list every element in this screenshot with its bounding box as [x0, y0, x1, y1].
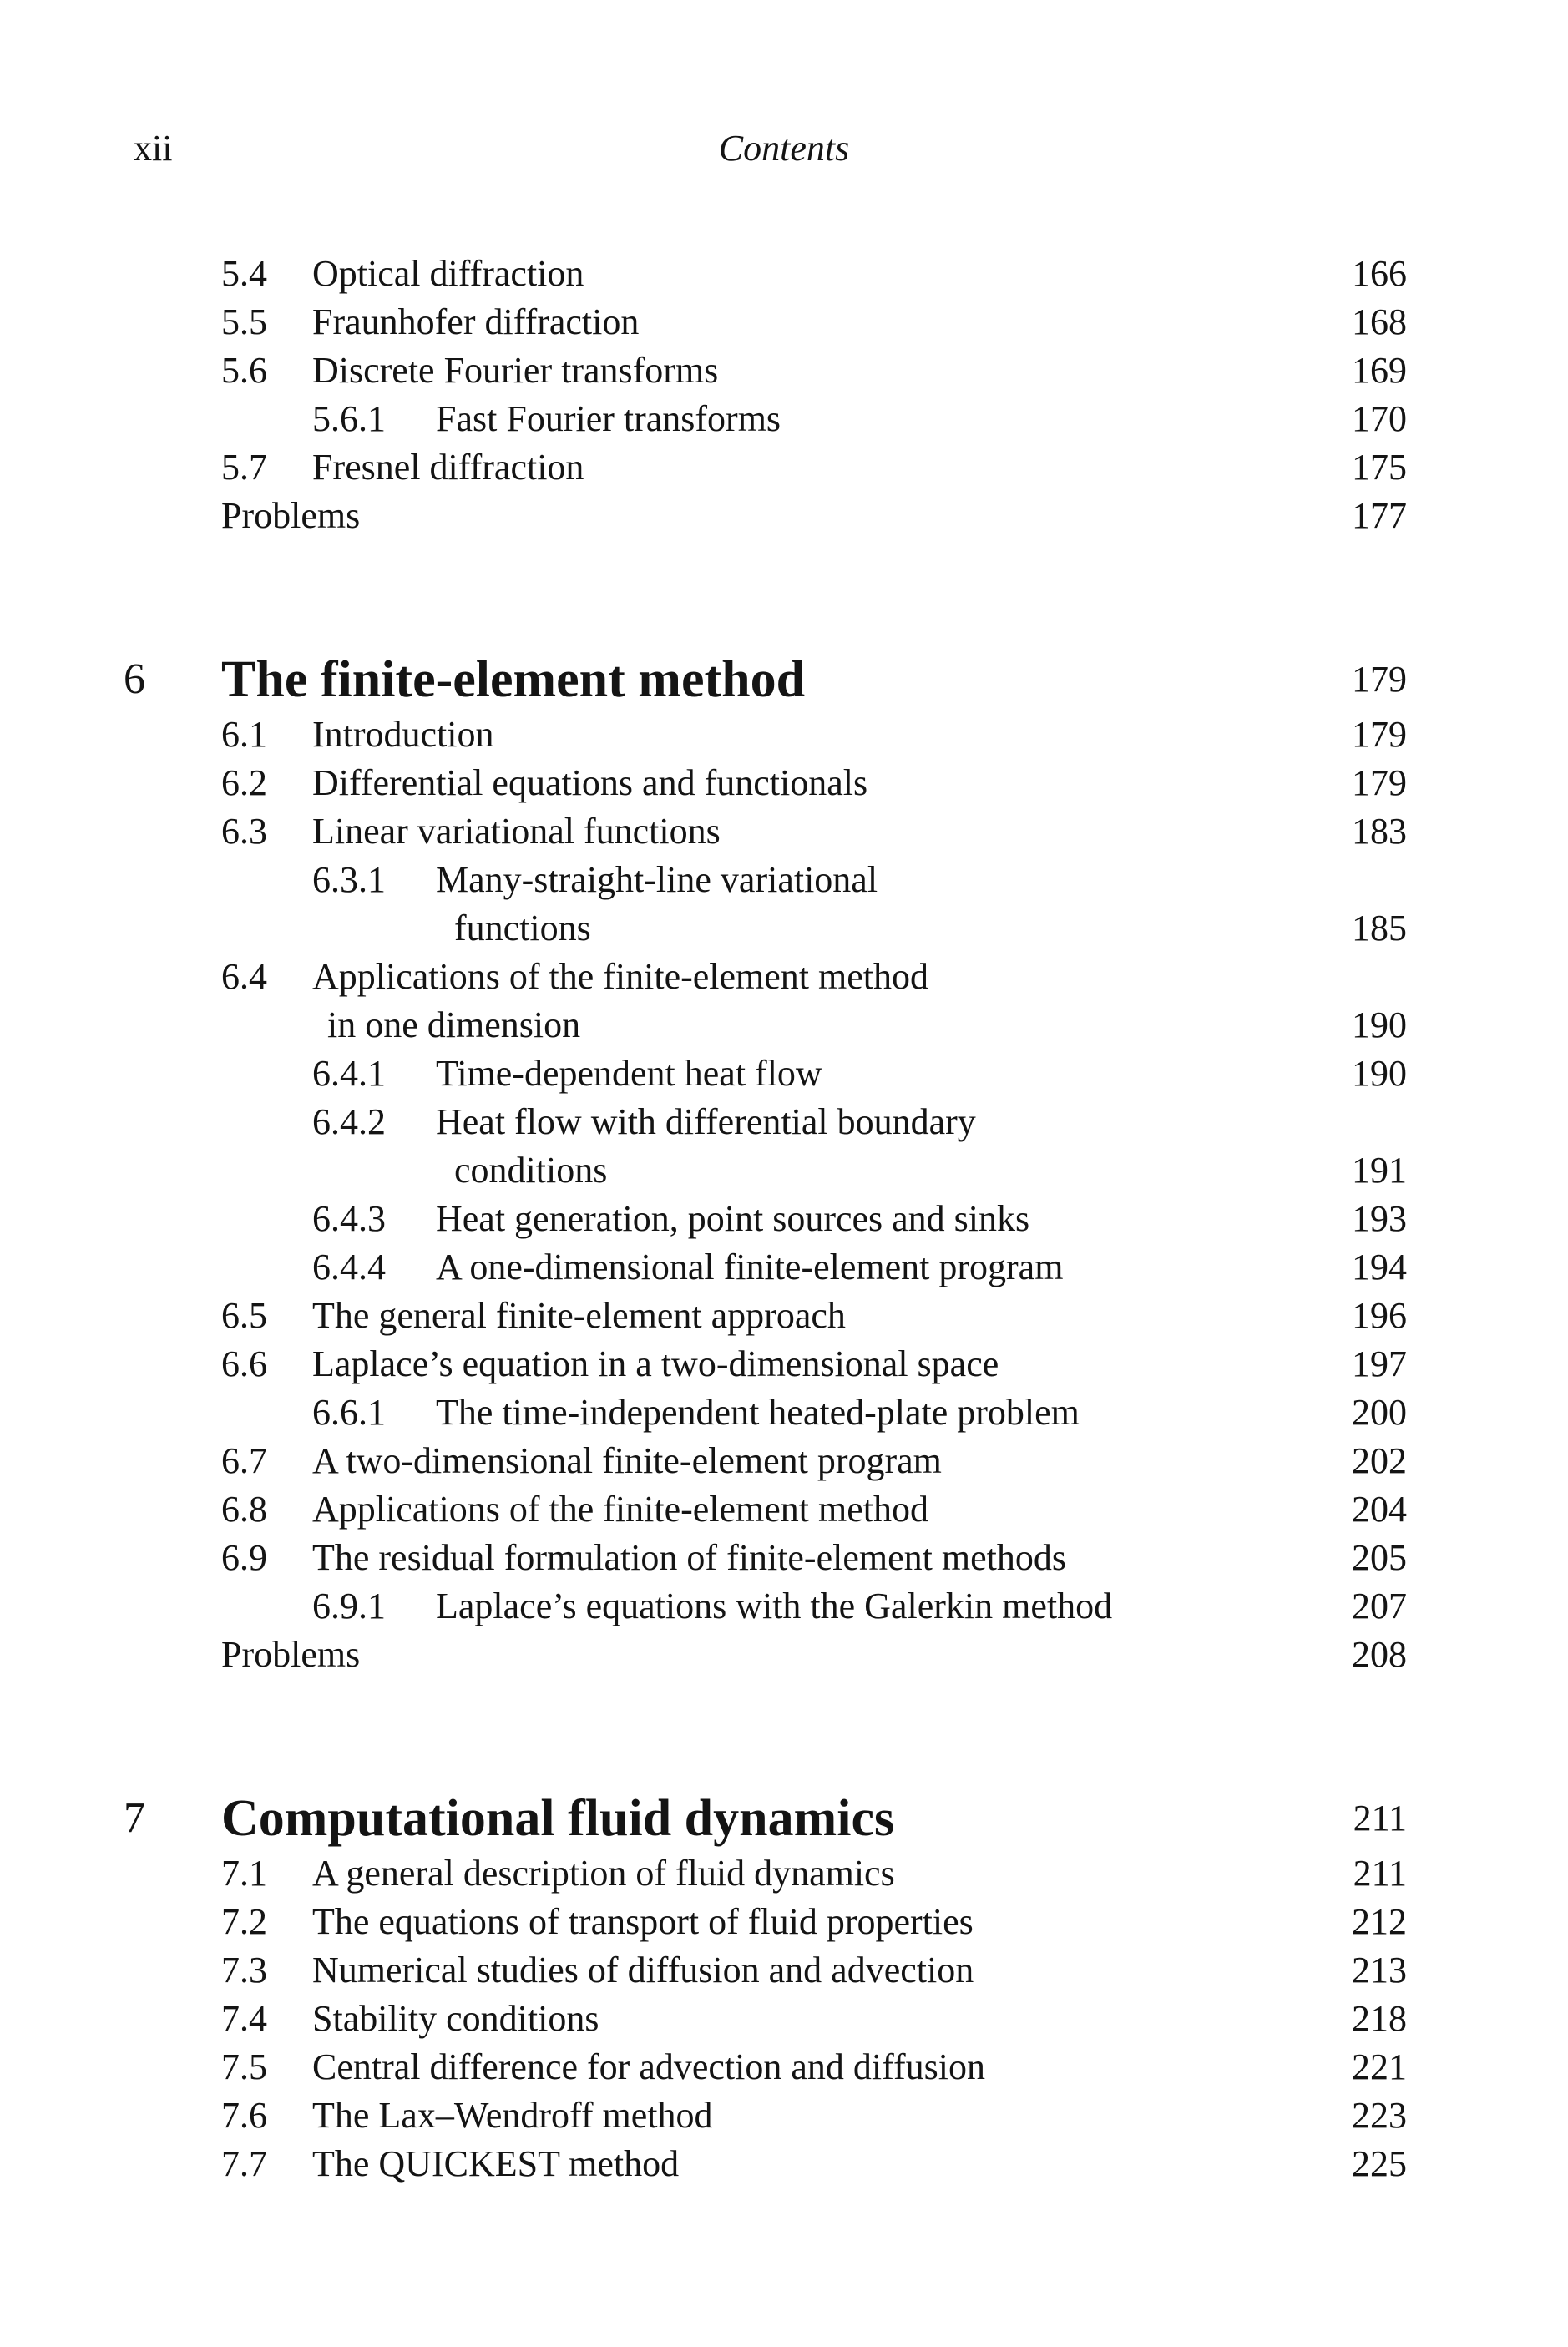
page-ref: 204 — [1352, 1489, 1407, 1530]
subsection-number: 6.9.1 — [312, 1586, 386, 1626]
toc-entry[interactable] — [0, 1994, 1568, 2044]
subsection-number: 6.6.1 — [312, 1392, 386, 1433]
section-number: 6.3 — [221, 811, 267, 852]
section-title: Stability conditions — [312, 1998, 599, 2039]
section-title: The general finite-element approach — [312, 1295, 846, 1336]
subsection-number: 6.4.4 — [312, 1247, 386, 1287]
section-title: Differential equations and functionals — [312, 762, 868, 803]
page-ref: 213 — [1352, 1950, 1407, 1990]
subsection-title: Time-dependent heat flow — [436, 1053, 822, 1094]
toc-entry[interactable] — [0, 1097, 1568, 1147]
section-number: 6.1 — [221, 714, 267, 755]
section-title: Applications of the finite-element method — [312, 956, 929, 997]
section-title: The equations of transport of fluid properties — [312, 1901, 974, 1942]
toc-entry[interactable] — [0, 807, 1568, 857]
toc-entry[interactable] — [0, 1388, 1568, 1438]
section-title: The Lax–Wendroff method — [312, 2095, 713, 2136]
section-title-continuation: in one dimension — [327, 1004, 581, 1045]
chapter-number: 6 — [124, 655, 145, 703]
subsection-number: 6.3.1 — [312, 859, 386, 900]
section-title: Linear variational functions — [312, 811, 721, 852]
running-title: Contents — [718, 128, 850, 169]
section-title: The QUICKEST method — [312, 2143, 680, 2184]
subsection-number: 6.4.2 — [312, 1101, 386, 1142]
section-title: Fraunhofer diffraction — [312, 301, 640, 342]
section-number: 7.1 — [221, 1853, 267, 1894]
toc-entry[interactable] — [0, 249, 1568, 299]
page-ref: 194 — [1352, 1247, 1407, 1287]
problems-label: Problems — [221, 1634, 361, 1675]
subsection-number: 6.4.3 — [312, 1198, 386, 1239]
page-ref: 177 — [1352, 495, 1407, 536]
toc-entry[interactable] — [0, 855, 1568, 905]
page-ref: 200 — [1352, 1392, 1407, 1433]
page-ref: 205 — [1352, 1537, 1407, 1578]
page-ref: 218 — [1352, 1998, 1407, 2039]
page-ref: 179 — [1352, 762, 1407, 803]
section-title: Central difference for advection and diffusion — [312, 2046, 985, 2087]
subsection-title-continuation: functions — [454, 908, 591, 948]
section-number: 7.6 — [221, 2095, 267, 2136]
chapter-heading-7[interactable] — [0, 1787, 1568, 1850]
chapter-title: Computational fluid dynamics — [221, 1790, 895, 1847]
section-number: 6.2 — [221, 762, 267, 803]
page-ref: 166 — [1352, 253, 1407, 294]
section-title: A general description of fluid dynamics — [312, 1853, 895, 1894]
section-title: Numerical studies of diffusion and advection — [312, 1950, 974, 1990]
section-number: 5.4 — [221, 253, 267, 294]
page-ref: 212 — [1352, 1901, 1407, 1942]
section-title: Applications of the finite-element method — [312, 1489, 929, 1530]
subsection-title-continuation: conditions — [454, 1150, 608, 1191]
page-ref: 208 — [1352, 1634, 1407, 1675]
page-ref: 170 — [1352, 398, 1407, 439]
page-ref: 221 — [1352, 2046, 1407, 2087]
section-number: 6.8 — [221, 1489, 267, 1530]
section-number: 6.4 — [221, 956, 267, 997]
section-title: Laplace’s equation in a two-dimensional space — [312, 1343, 999, 1384]
section-number: 7.7 — [221, 2143, 267, 2184]
page-ref: 168 — [1352, 301, 1407, 342]
toc-entry[interactable] — [0, 758, 1568, 808]
section-number: 7.5 — [221, 2046, 267, 2087]
subsection-title: The time-independent heated-plate problem — [436, 1392, 1080, 1433]
toc-entry[interactable] — [0, 2139, 1568, 2189]
subsection-title: Many-straight-line variational — [436, 859, 878, 900]
page-ref: 175 — [1352, 447, 1407, 488]
section-title: Fresnel diffraction — [312, 447, 584, 488]
page-ref: 179 — [1352, 659, 1407, 700]
page-ref: 207 — [1352, 1586, 1407, 1626]
toc-entry[interactable] — [0, 2091, 1568, 2141]
toc-entry[interactable] — [0, 297, 1568, 347]
toc-entry[interactable] — [0, 1339, 1568, 1389]
toc-entry[interactable] — [0, 346, 1568, 396]
section-number: 7.3 — [221, 1950, 267, 1990]
toc-entry[interactable] — [0, 1049, 1568, 1099]
chapter-title: The finite-element method — [221, 651, 806, 708]
page-ref: 190 — [1352, 1053, 1407, 1094]
page-ref: 223 — [1352, 2095, 1407, 2136]
chapter-heading-6[interactable] — [0, 648, 1568, 711]
toc-entry[interactable] — [0, 952, 1568, 1002]
section-title: Optical diffraction — [312, 253, 584, 294]
toc-entry[interactable] — [0, 710, 1568, 760]
chapter-number: 7 — [124, 1794, 145, 1842]
page-ref: 197 — [1352, 1343, 1407, 1384]
section-number: 6.9 — [221, 1537, 267, 1578]
subsection-title: Heat flow with differential boundary — [436, 1101, 976, 1142]
section-number: 6.7 — [221, 1440, 267, 1481]
section-number: 6.6 — [221, 1343, 267, 1384]
section-title: The residual formulation of finite-element methods — [312, 1537, 1066, 1578]
problems-label: Problems — [221, 495, 361, 536]
page-ref: 211 — [1353, 1798, 1407, 1839]
toc-entry[interactable] — [0, 1291, 1568, 1341]
toc-entry-problems[interactable] — [0, 1630, 1568, 1680]
page-number: xii — [134, 128, 173, 169]
page-ref: 179 — [1352, 714, 1407, 755]
subsection-number: 6.4.1 — [312, 1053, 386, 1094]
subsection-title: Laplace’s equations with the Galerkin method — [436, 1586, 1113, 1626]
toc-entry[interactable] — [0, 1485, 1568, 1535]
toc-entry-continuation[interactable] — [0, 903, 1568, 953]
toc-entry[interactable] — [0, 1849, 1568, 1899]
toc-entry[interactable] — [0, 1242, 1568, 1292]
section-number: 6.5 — [221, 1295, 267, 1336]
page-ref: 191 — [1352, 1150, 1407, 1191]
section-number: 5.6 — [221, 350, 267, 391]
toc-entry-problems[interactable] — [0, 491, 1568, 541]
subsection-title: Fast Fourier transforms — [436, 398, 781, 439]
page-ref: 193 — [1352, 1198, 1407, 1239]
section-title: Discrete Fourier transforms — [312, 350, 719, 391]
page-ref: 183 — [1352, 811, 1407, 852]
toc-entry[interactable] — [0, 394, 1568, 444]
page-ref: 190 — [1352, 1004, 1407, 1045]
section-number: 5.7 — [221, 447, 267, 488]
page-ref: 225 — [1352, 2143, 1407, 2184]
section-number: 7.4 — [221, 1998, 267, 2039]
subsection-number: 5.6.1 — [312, 398, 386, 439]
page-ref: 196 — [1352, 1295, 1407, 1336]
toc-entry[interactable] — [0, 1581, 1568, 1631]
subsection-title: Heat generation, point sources and sinks — [436, 1198, 1030, 1239]
toc-entry-continuation[interactable] — [0, 1146, 1568, 1196]
toc-entry[interactable] — [0, 1436, 1568, 1486]
toc-entry[interactable] — [0, 1194, 1568, 1244]
toc-entry[interactable] — [0, 2042, 1568, 2092]
section-title: A two-dimensional finite-element program — [312, 1440, 942, 1481]
section-title: Introduction — [312, 714, 494, 755]
page-ref: 211 — [1353, 1853, 1407, 1894]
section-number: 5.5 — [221, 301, 267, 342]
page-ref: 169 — [1352, 350, 1407, 391]
page-ref: 185 — [1352, 908, 1407, 948]
subsection-title: A one-dimensional finite-element program — [436, 1247, 1064, 1287]
page-ref: 202 — [1352, 1440, 1407, 1481]
toc-entry[interactable] — [0, 1897, 1568, 1947]
toc-entry-continuation[interactable] — [0, 1000, 1568, 1050]
section-number: 7.2 — [221, 1901, 267, 1942]
toc-entry[interactable] — [0, 1533, 1568, 1583]
toc-entry[interactable] — [0, 1945, 1568, 1995]
toc-entry[interactable] — [0, 443, 1568, 493]
